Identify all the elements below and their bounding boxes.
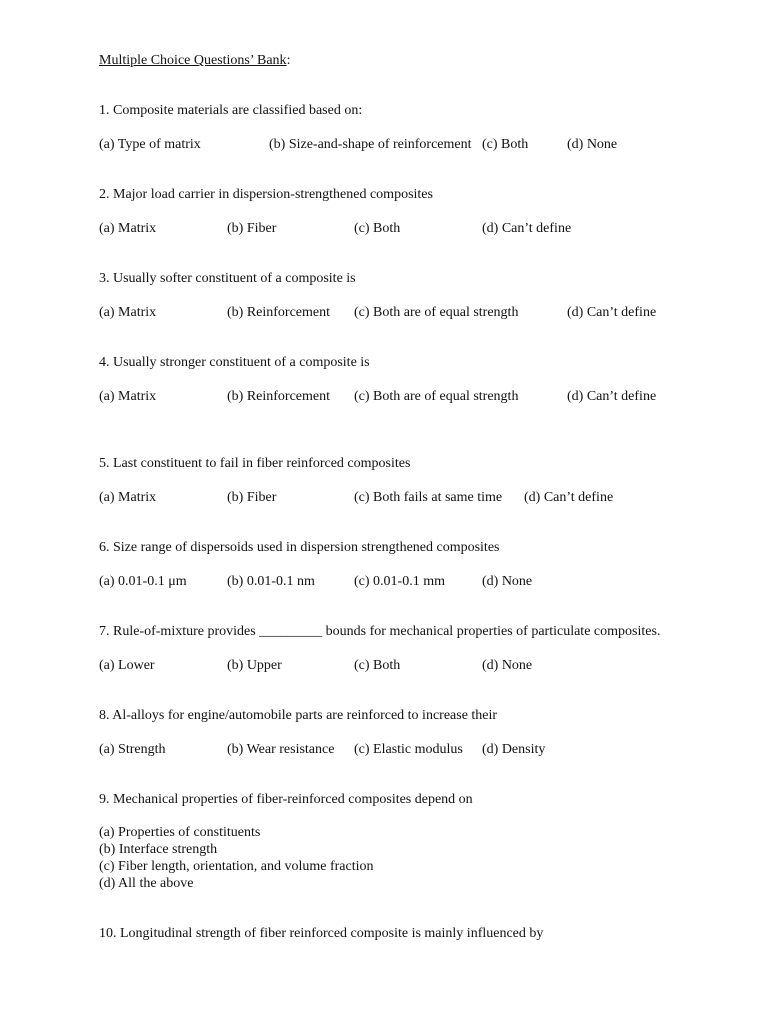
question-7-option-d: (d) None [482,658,533,673]
question-2-option-d: (d) Can’t define [482,221,572,236]
question-1-option-c: (c) Both [482,137,529,152]
question-1-option-b: (b) Size-and-shape of reinforcement [269,137,472,152]
question-4-text: 4. Usually stronger constituent of a composite is [99,355,370,370]
question-2-text: 2. Major load carrier in dispersion-strengthened composites [99,187,433,202]
question-6-option-a: (a) 0.01-0.1 μm [99,574,187,589]
question-6-text: 6. Size range of dispersoids used in dispersion strengthened composites [99,540,500,555]
question-5-text: 5. Last constituent to fail in fiber reinforced composites [99,456,411,471]
question-7-option-b: (b) Upper [227,658,282,673]
question-6-option-c: (c) 0.01-0.1 mm [354,574,445,589]
question-9-option-d: (d) All the above [99,876,194,891]
question-2-option-b: (b) Fiber [227,221,277,236]
question-5-option-b: (b) Fiber [227,490,277,505]
question-8-option-a: (a) Strength [99,742,166,757]
question-8-option-b: (b) Wear resistance [227,742,335,757]
page-title-text: Multiple Choice Questions’ Bank [99,53,287,68]
question-4-option-c: (c) Both are of equal strength [354,389,519,404]
question-3-option-a: (a) Matrix [99,305,157,320]
question-4-option-d: (d) Can’t define [567,389,657,404]
question-2-option-c: (c) Both [354,221,401,236]
page-title-suffix: : [286,53,291,68]
question-3-option-c: (c) Both are of equal strength [354,305,519,320]
question-8-option-d: (d) Density [482,742,546,757]
question-5-option-d: (d) Can’t define [524,490,614,505]
question-2-option-a: (a) Matrix [99,221,157,236]
question-4-option-b: (b) Reinforcement [227,389,331,404]
question-3-option-d: (d) Can’t define [567,305,657,320]
question-5-option-c: (c) Both fails at same time [354,490,503,505]
page-title [99,52,290,69]
question-9-text: 9. Mechanical properties of fiber-reinforced composites depend on [99,792,473,807]
question-1-option-d: (d) None [567,137,618,152]
question-3-option-b: (b) Reinforcement [227,305,331,320]
question-8-text: 8. Al-alloys for engine/automobile parts are reinforced to increase their [99,708,498,723]
question-1-text: 1. Composite materials are classified based on: [99,103,363,118]
question-9-option-c: (c) Fiber length, orientation, and volume fraction [99,859,374,874]
question-10-text: 10. Longitudinal strength of fiber reinforced composite is mainly influenced by [99,926,544,941]
question-9-option-b: (b) Interface strength [99,842,218,857]
question-7-option-c: (c) Both [354,658,401,673]
question-6-option-d: (d) None [482,574,533,589]
question-9-option-a: (a) Properties of constituents [99,825,261,840]
question-1-option-a: (a) Type of matrix [99,137,201,152]
question-3-text: 3. Usually softer constituent of a composite is [99,271,356,286]
question-6-option-b: (b) 0.01-0.1 nm [227,574,315,589]
question-7-option-a: (a) Lower [99,658,155,673]
question-5-option-a: (a) Matrix [99,490,157,505]
question-4-option-a: (a) Matrix [99,389,157,404]
question-8-option-c: (c) Elastic modulus [354,742,463,757]
question-7-text: 7. Rule-of-mixture provides _________ bounds for mechanical properties of particulate composites. [99,624,661,639]
